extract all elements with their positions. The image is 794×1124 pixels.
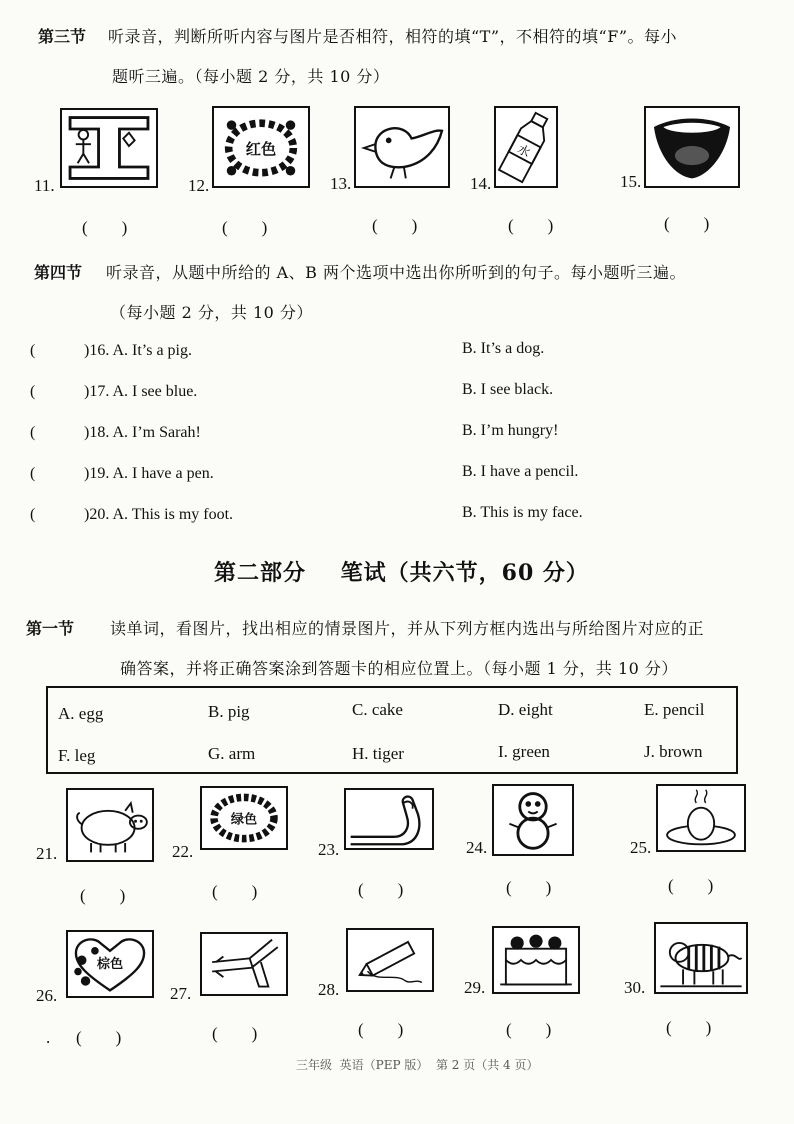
section3-instruction-line2: 题听三遍。（每小题 2 分，共 10 分） <box>112 67 390 86</box>
q22-number: 22. <box>172 842 194 861</box>
q11-answer-blank[interactable]: ( ) <box>82 218 128 237</box>
q23-number: 23. <box>318 840 340 859</box>
q13-answer-blank[interactable]: ( ) <box>372 216 418 235</box>
bird-icon <box>354 106 450 188</box>
q18-option-a: )18. A. I’m Sarah! <box>84 424 201 441</box>
pencil-icon <box>346 928 434 992</box>
q28-answer-blank[interactable]: ( ) <box>358 1020 404 1039</box>
option-j-brown: J. brown <box>644 742 703 761</box>
tiger-icon <box>654 922 748 994</box>
q20-option-b: B. This is my face. <box>462 504 583 521</box>
option-e-pencil: E. pencil <box>644 700 705 719</box>
letter-i-maze-icon <box>60 108 158 188</box>
section3-instruction-line1: 听录音，判断所听内容与图片是否相符，相符的填“T”，不相符的填“F”。每小 <box>108 27 677 46</box>
q21-answer-blank[interactable]: ( ) <box>80 886 126 905</box>
q11-number: 11. <box>34 176 55 195</box>
q16-option-b: B. It’s a dog. <box>462 340 545 357</box>
q16-blank[interactable]: ( <box>30 342 36 359</box>
word-options-box <box>46 686 738 774</box>
q19-blank[interactable]: ( <box>30 465 36 482</box>
q27-number: 27. <box>170 984 192 1003</box>
q25-number: 25. <box>630 838 652 857</box>
water-bottle-icon <box>494 106 558 188</box>
q29-number: 29. <box>464 978 486 997</box>
section1-label: 第一节 <box>26 619 75 638</box>
option-f-leg: F. leg <box>58 746 96 765</box>
option-h-tiger: H. tiger <box>352 744 404 763</box>
q30-answer-blank[interactable]: ( ) <box>666 1018 712 1037</box>
page-footer: 三年级 英语（PEP 版） 第 2 页（共 4 页） <box>296 1058 539 1072</box>
q21-number: 21. <box>36 844 58 863</box>
option-g-arm: G. arm <box>208 744 256 763</box>
arm-icon <box>344 788 434 850</box>
q23-answer-blank[interactable]: ( ) <box>358 880 404 899</box>
section3-label: 第三节 <box>38 27 87 46</box>
q26-answer-blank[interactable]: ( ) <box>76 1028 122 1047</box>
q12-number: 12. <box>188 176 210 195</box>
q22-answer-blank[interactable]: ( ) <box>212 882 258 901</box>
number-eight-icon <box>492 784 574 856</box>
part2-title: 第二部分 笔试（共六节，60 分） <box>214 560 589 586</box>
option-a-egg: A. egg <box>58 704 104 723</box>
q20-blank[interactable]: ( <box>30 506 36 523</box>
q19-option-a: )19. A. I have a pen. <box>84 465 214 482</box>
mouth-icon <box>644 106 740 188</box>
green-wreath-text: 绿色 <box>230 812 258 828</box>
q25-answer-blank[interactable]: ( ) <box>668 876 714 895</box>
section1-instruction-line2: 确答案，并将正确答案涂到答题卡的相应位置上。（每小题 1 分，共 10 分） <box>120 659 678 678</box>
section4-instruction-line2: （每小题 2 分，共 10 分） <box>110 303 313 322</box>
q14-number: 14. <box>470 174 492 193</box>
option-d-eight: D. eight <box>498 700 553 719</box>
section4-label: 第四节 <box>34 263 83 282</box>
section1-instruction-line1: 读单词，看图片，找出相应的情景图片，并从下列方框内选出与所给图片对应的正 <box>110 619 705 638</box>
q28-number: 28. <box>318 980 340 999</box>
q17-option-a: )17. A. I see blue. <box>84 383 198 400</box>
option-b-pig: B. pig <box>208 702 250 721</box>
stray-dot: . <box>46 1028 51 1047</box>
q27-answer-blank[interactable]: ( ) <box>212 1024 258 1043</box>
q14-answer-blank[interactable]: ( ) <box>508 216 554 235</box>
red-color-wreath-icon <box>212 106 310 188</box>
q24-number: 24. <box>466 838 488 857</box>
wreath-text: 红色 <box>245 140 277 159</box>
q16-option-a: )16. A. It’s a pig. <box>84 342 192 359</box>
cake-icon <box>492 926 580 994</box>
option-i-green: I. green <box>498 742 550 761</box>
pig-icon <box>66 788 154 862</box>
q17-blank[interactable]: ( <box>30 383 36 400</box>
leg-icon <box>200 932 288 996</box>
brown-heart-icon <box>66 930 154 998</box>
green-color-wreath-icon <box>200 786 288 850</box>
q18-blank[interactable]: ( <box>30 424 36 441</box>
q29-answer-blank[interactable]: ( ) <box>506 1020 552 1039</box>
egg-icon <box>656 784 746 852</box>
q24-answer-blank[interactable]: ( ) <box>506 878 552 897</box>
q15-number: 15. <box>620 172 642 191</box>
q12-answer-blank[interactable]: ( ) <box>222 218 268 237</box>
brown-heart-text: 棕色 <box>96 956 124 972</box>
q30-number: 30. <box>624 978 646 997</box>
q19-option-b: B. I have a pencil. <box>462 463 579 480</box>
q18-option-b: B. I’m hungry! <box>462 422 559 439</box>
q26-number: 26. <box>36 986 58 1005</box>
section4-instruction-line1: 听录音，从题中所给的 A、B 两个选项中选出你所听到的句子。每小题听三遍。 <box>106 263 686 282</box>
q17-option-b: B. I see black. <box>462 381 554 398</box>
q20-option-a: )20. A. This is my foot. <box>84 506 234 523</box>
q15-answer-blank[interactable]: ( ) <box>664 214 710 233</box>
option-c-cake: C. cake <box>352 700 403 719</box>
bottle-text: 水 <box>515 141 533 160</box>
q13-number: 13. <box>330 174 352 193</box>
